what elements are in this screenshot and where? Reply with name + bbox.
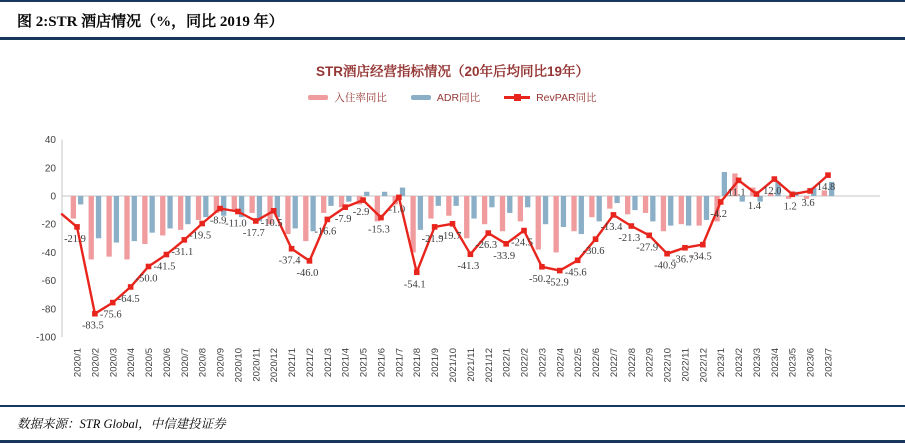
svg-text:-60: -60 (41, 276, 56, 288)
svg-text:2020/2: 2020/2 (90, 348, 102, 378)
svg-text:2023/3: 2023/3 (751, 348, 763, 378)
svg-text:2020/7: 2020/7 (179, 348, 191, 378)
svg-text:-24.5: -24.5 (511, 237, 533, 249)
svg-text:2020/1: 2020/1 (72, 348, 84, 378)
legend-label-occupancy: 入住率同比 (334, 92, 387, 104)
svg-text:1.4: 1.4 (747, 201, 762, 213)
svg-text:1.2: 1.2 (783, 201, 797, 213)
svg-text:-45.6: -45.6 (564, 267, 587, 279)
svg-text:2021/9: 2021/9 (430, 348, 442, 378)
svg-text:2022/7: 2022/7 (608, 348, 620, 378)
svg-text:2023/2: 2023/2 (734, 348, 746, 378)
svg-text:-34.5: -34.5 (689, 251, 712, 263)
svg-text:-15.3: -15.3 (368, 224, 390, 236)
svg-text:-41.3: -41.3 (457, 261, 480, 273)
svg-text:2022/9: 2022/9 (644, 348, 656, 378)
legend-label-revpar: RevPAR同比 (536, 92, 597, 104)
svg-text:2021/3: 2021/3 (322, 348, 334, 378)
svg-text:2021/6: 2021/6 (376, 348, 388, 378)
figure-footer (0, 405, 905, 433)
svg-text:-19.7: -19.7 (439, 230, 462, 242)
svg-text:-26.3: -26.3 (475, 240, 498, 252)
svg-text:2020/9: 2020/9 (215, 348, 227, 378)
svg-text:-4.2: -4.2 (710, 208, 728, 220)
svg-text:2023/1: 2023/1 (716, 348, 728, 378)
svg-text:-30.6: -30.6 (582, 246, 605, 258)
svg-text:-64.5: -64.5 (117, 293, 140, 305)
svg-text:-19.5: -19.5 (189, 230, 212, 242)
svg-text:-21.9: -21.9 (421, 233, 444, 245)
svg-text:2020/4: 2020/4 (126, 348, 138, 378)
svg-text:2020/3: 2020/3 (108, 348, 120, 378)
svg-text:-7.9: -7.9 (334, 214, 352, 226)
svg-text:2020/5: 2020/5 (144, 348, 156, 378)
svg-text:-17.7: -17.7 (242, 227, 265, 239)
x-axis-ticks (73, 348, 835, 382)
svg-text:-83.5: -83.5 (81, 320, 104, 332)
svg-text:-36.7: -36.7 (672, 254, 694, 266)
legend-label-adr: ADR同比 (436, 92, 481, 104)
svg-text:2022/12: 2022/12 (698, 348, 710, 383)
svg-text:-10.5: -10.5 (260, 217, 283, 229)
svg-text:-50.0: -50.0 (135, 273, 158, 285)
svg-text:-50.2: -50.2 (528, 273, 551, 285)
svg-text:-52.9: -52.9 (546, 277, 569, 289)
svg-text:2020/12: 2020/12 (269, 348, 281, 383)
revpar-line (62, 172, 831, 316)
svg-text:-80: -80 (41, 304, 56, 316)
svg-text:2022/2: 2022/2 (519, 348, 531, 378)
svg-text:-75.6: -75.6 (99, 309, 122, 321)
svg-text:-21.3: -21.3 (618, 233, 641, 245)
svg-text:-100: -100 (35, 332, 56, 344)
svg-text:-20: -20 (41, 219, 56, 231)
svg-text:2021/8: 2021/8 (412, 348, 424, 378)
bottom-rule (0, 440, 905, 443)
svg-text:-16.6: -16.6 (314, 226, 337, 238)
svg-text:40: 40 (44, 135, 56, 147)
svg-text:-2.9: -2.9 (352, 207, 370, 219)
svg-text:2021/4: 2021/4 (340, 348, 352, 378)
svg-text:3.6: 3.6 (801, 197, 815, 209)
svg-text:2022/1: 2022/1 (501, 347, 513, 378)
svg-text:12.0: 12.0 (763, 186, 782, 198)
data-source-note: 数据来源：STR Global，中信建投证券 (17, 417, 226, 431)
svg-text:-1.0: -1.0 (388, 204, 406, 216)
svg-text:2021/12: 2021/12 (483, 348, 495, 383)
svg-text:2022/6: 2022/6 (591, 348, 603, 378)
svg-text:-40: -40 (41, 247, 56, 259)
svg-text:2021/11: 2021/11 (465, 348, 477, 382)
svg-text:2020/10: 2020/10 (233, 348, 245, 383)
figure-title: 图 2:STR 酒店情况（%，同比 2019 年） (17, 14, 284, 30)
svg-text:2023/7: 2023/7 (823, 348, 835, 378)
svg-text:-46.0: -46.0 (296, 267, 319, 279)
svg-text:11.1: 11.1 (727, 187, 746, 199)
svg-text:-33.9: -33.9 (493, 250, 516, 262)
svg-text:-8.9: -8.9 (209, 215, 227, 227)
svg-text:2021/2: 2021/2 (304, 348, 316, 378)
svg-text:0: 0 (50, 191, 56, 203)
svg-text:-37.4: -37.4 (278, 255, 301, 267)
svg-text:2022/8: 2022/8 (626, 348, 638, 378)
svg-text:-40.9: -40.9 (654, 260, 677, 272)
chart-title: STR酒店经营指标情况（20年后均同比19年） (315, 64, 590, 79)
svg-text:2020/11: 2020/11 (251, 348, 263, 382)
svg-text:2022/3: 2022/3 (537, 348, 549, 378)
svg-text:2020/6: 2020/6 (161, 348, 173, 378)
svg-text:14.8: 14.8 (816, 182, 836, 194)
svg-text:-27.9: -27.9 (636, 242, 659, 254)
svg-text:-11.0: -11.0 (225, 218, 247, 230)
svg-text:20: 20 (44, 163, 56, 175)
svg-text:2021/1: 2021/1 (287, 348, 299, 378)
svg-text:2023/6: 2023/6 (805, 348, 817, 378)
svg-text:2021/7: 2021/7 (394, 348, 406, 378)
svg-text:2023/4: 2023/4 (769, 348, 781, 378)
svg-text:2021/10: 2021/10 (448, 348, 459, 383)
svg-text:2022/5: 2022/5 (573, 348, 585, 378)
svg-text:2022/10: 2022/10 (662, 348, 674, 383)
svg-text:-54.1: -54.1 (403, 279, 426, 291)
svg-text:-41.5: -41.5 (153, 261, 176, 273)
svg-text:-31.1: -31.1 (171, 246, 194, 258)
y-axis-ticks (36, 135, 56, 343)
chart-plot-area (0, 2, 905, 444)
svg-text:-13.4: -13.4 (600, 221, 623, 233)
svg-text:2023/5: 2023/5 (787, 348, 799, 378)
svg-text:2022/11: 2022/11 (680, 348, 692, 382)
svg-text:-21.9: -21.9 (64, 233, 86, 245)
svg-text:2022/4: 2022/4 (555, 348, 567, 378)
svg-text:2020/8: 2020/8 (197, 348, 209, 378)
svg-text:2021/5: 2021/5 (358, 348, 370, 378)
